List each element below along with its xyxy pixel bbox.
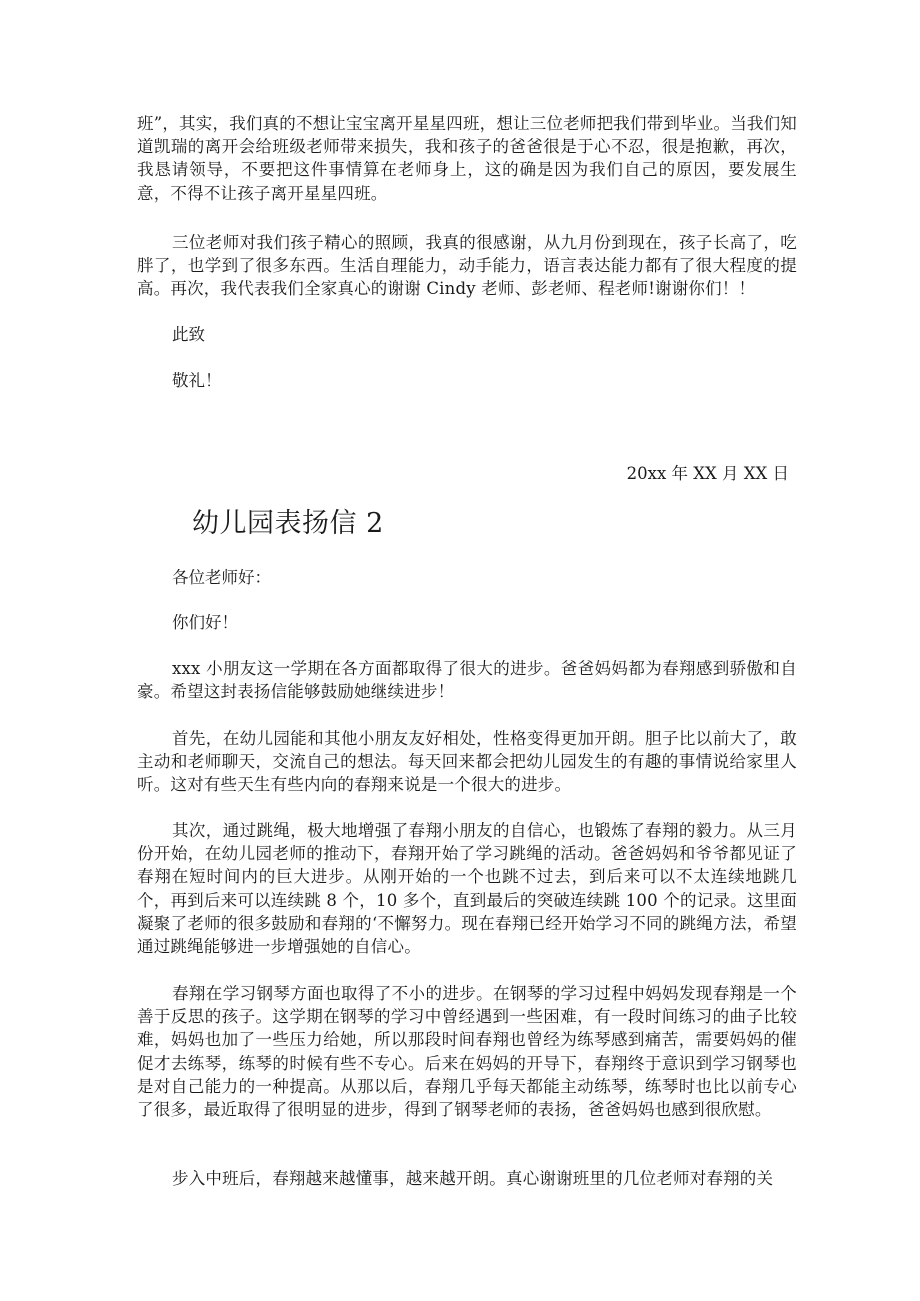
letter1-closing-salutation: 此致 [172,325,205,344]
letter2-greeting-hello: 你们好！ [172,613,238,632]
letter2-paragraph-3: 其次，通过跳绳，极大地增强了春翔小朋友的自信心，也锻炼了春翔的毅力。从三月份开始，在幼儿园老师的推动下，春翔开始了学习跳绳的活动。爸爸妈妈和爷爷都见证了春翔在短时间内的巨大进步。从刚开始的一个也跳不过去，到后来可以不太连续地跳几个，再到后来可以连续跳 8 个，10 多个，直到最后的突破连续跳 100 个的记录。这里面凝聚了老师的很多鼓励和春翔的‘不懈努力。现在春翔已经开始学习不同的跳绳方法，希望通过跳绳能够进一步增强她的自信心。 [137,821,797,957]
letter2-paragraph-5: 步入中班后，春翔越来越懂事，越来越开朗。真心谢谢班里的几位老师对春翔的关 [172,1169,774,1188]
letter1-closing-regards: 敬礼！ [172,371,222,390]
letter2-paragraph-1: xxx 小朋友这一学期在各方面都取得了很大的进步。爸爸妈妈都为春翔感到骄傲和自豪。希望这封表扬信能够鼓励她继续进步！ [137,659,797,702]
letter1-paragraph-1: 班”，其实，我们真的不想让宝宝离开星星四班，想让三位老师把我们带到毕业。当我们知道凯瑞的离开会给班级老师带来损失，我和孩子的爸爸很是于心不忍，很是抱歉，再次，我恳请领导，不要把这件事情算在老师身上，这的确是因为我们自己的原因，要发展生意，不得不让孩子离开星星四班。 [137,114,797,203]
letter2-title: 幼儿园表扬信 2 [192,508,384,539]
letter2-greeting-teachers: 各位老师好： [172,568,271,587]
letter1-date: 20xx 年 XX 月 XX 日 [626,464,789,483]
letter2-paragraph-2: 首先，在幼儿园能和其他小朋友友好相处，性格变得更加开朗。胆子比以前大了，敢主动和老师聊天，交流自己的想法。每天回来都会把幼儿园发生的有趣的事情说给家里人听。这对有些天生有些内向的春翔来说是一个很大的进步。 [137,729,797,795]
letter2-paragraph-4: 春翔在学习钢琴方面也取得了不小的进步。在钢琴的学习过程中妈妈发现春翔是一个善于反思的孩子。这学期在钢琴的学习中曾经遇到一些困难，有一段时间练习的曲子比较难，妈妈也加了一些压力给她，所以那段时间春翔也曾经为练琴感到痛苦，需要妈妈的催促才去练琴，练琴的时候有些不专心。后来在妈妈的开导下，春翔终于意识到学习钢琴也是对自己能力的一种提高。从那以后，春翔几乎每天都能主动练琴，练琴时也比以前专心了很多，最近取得了很明显的进步，得到了钢琴老师的表扬，爸爸妈妈也感到很欣慰。 [137,984,797,1120]
letter1-paragraph-2: 三位老师对我们孩子精心的照顾，我真的很感谢，从九月份到现在，孩子长高了，吃胖了，也学到了很多东西。生活自理能力，动手能力，语言表达能力都有了很大程度的提高。再次，我代表我们全家真心的谢谢 Cindy 老师、彭老师、程老师!谢谢你们！！ [137,233,797,299]
